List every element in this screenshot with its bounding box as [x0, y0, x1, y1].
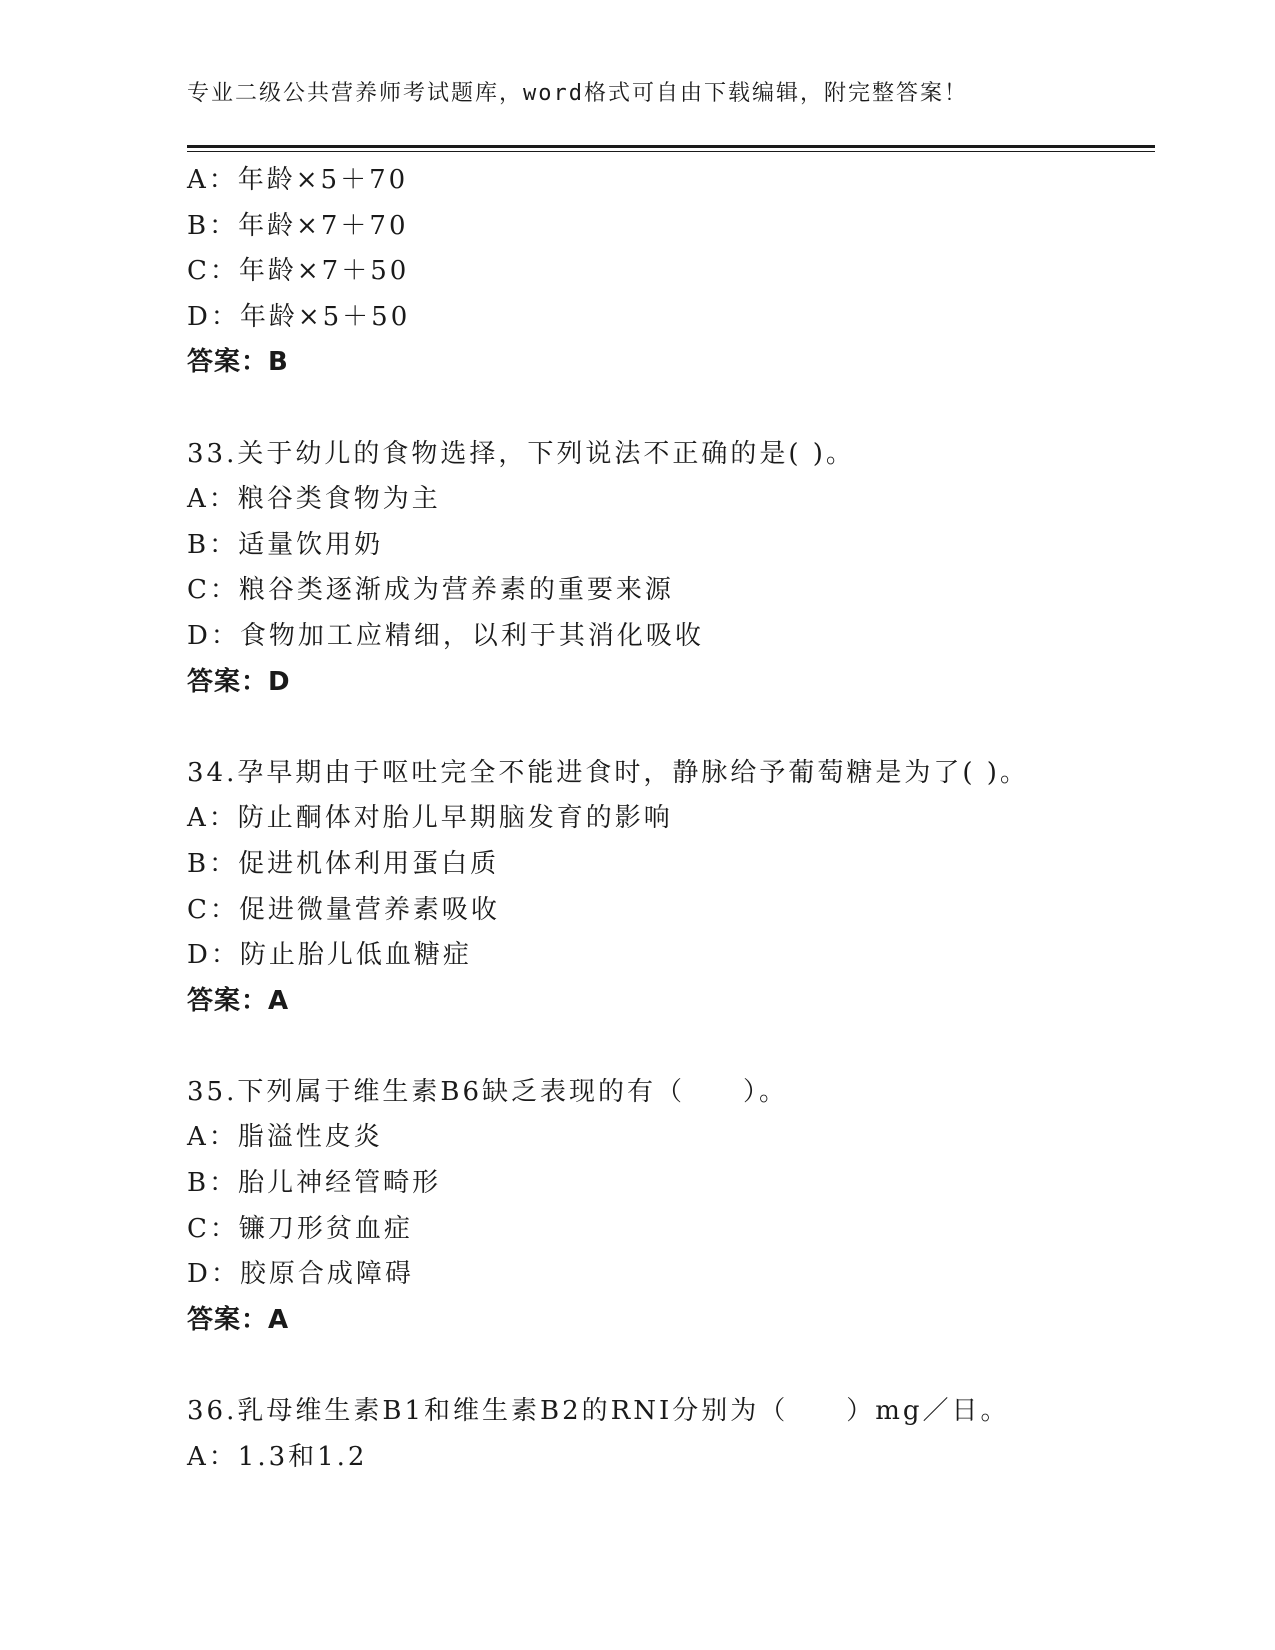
option-b: B：促进机体利用蛋白质	[187, 848, 500, 879]
answer-line: 答案：A	[187, 1304, 290, 1335]
option-b: B：胎儿神经管畸形	[187, 1168, 442, 1199]
question-block-35	[187, 1070, 1155, 1344]
answer-line: 答案：B	[187, 347, 289, 378]
question-stem: 35.下列属于维生素B6缺乏表现的有（ ）。	[187, 1076, 788, 1107]
question-content	[187, 158, 1155, 1480]
option-d: D：年龄×5＋50	[187, 301, 411, 332]
option-d: D：食物加工应精细，以利于其消化吸收	[187, 620, 704, 651]
option-c: C：促进微量营养素吸收	[187, 894, 500, 925]
option-b: B：年龄×7＋70	[187, 210, 409, 241]
option-a: A：年龄×5＋70	[187, 165, 409, 195]
question-block-33	[187, 432, 1155, 706]
answer-line: 答案：A	[187, 985, 290, 1016]
question-stem: 33.关于幼儿的食物选择，下列说法不正确的是( )。	[187, 438, 855, 469]
option-a: A：粮谷类食物为主	[187, 484, 441, 515]
page-header: 专业二级公共营养师考试题库，word格式可自由下载编辑，附完整答案！	[187, 81, 968, 106]
option-b: B：适量饮用奶	[187, 529, 384, 560]
header-rule-thin	[187, 151, 1155, 152]
header-rule-thick	[187, 145, 1155, 148]
prev-question-block	[187, 158, 1155, 386]
question-block-36	[187, 1389, 1155, 1480]
answer-line: 答案：D	[187, 666, 291, 697]
question-block-34	[187, 751, 1155, 1025]
option-c: C：年龄×7＋50	[187, 256, 410, 287]
option-d: D：胶原合成障碍	[187, 1259, 414, 1290]
option-c: C：镰刀形贫血症	[187, 1213, 413, 1244]
option-c: C：粮谷类逐渐成为营养素的重要来源	[187, 575, 674, 606]
question-stem: 36.乳母维生素B1和维生素B2的RNI分别为（ ）mg／日。	[187, 1396, 1010, 1427]
option-d: D：防止胎儿低血糖症	[187, 940, 472, 971]
question-stem: 34.孕早期由于呕吐完全不能进食时，静脉给予葡萄糖是为了( )。	[187, 757, 1029, 788]
option-a: A：脂溢性皮炎	[187, 1122, 383, 1153]
option-a: A：防止酮体对胎儿早期脑发育的影响	[187, 803, 673, 834]
option-a: A：1.3和1.2	[187, 1441, 368, 1472]
